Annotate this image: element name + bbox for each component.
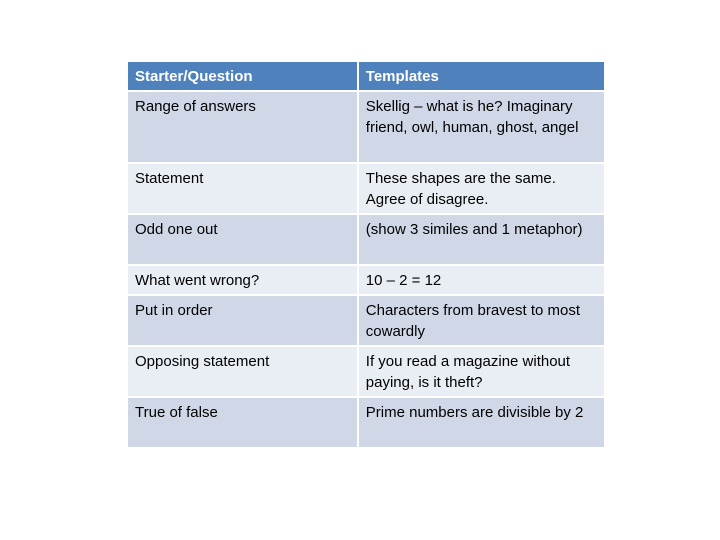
template-cell: Characters from bravest to most cowardly [358,295,605,346]
table-row [127,214,605,265]
template-cell: (show 3 similes and 1 metaphor) [358,214,605,265]
table-row [127,265,605,295]
table-header-row [127,61,605,91]
starter-templates-table [126,60,606,449]
table-row [127,91,605,163]
template-cell: These shapes are the same. Agree of disagree. [358,163,605,214]
starter-cell: Statement [127,163,358,214]
template-cell: If you read a magazine without paying, is it theft? [358,346,605,397]
starter-cell: True of false [127,397,358,448]
template-cell: 10 – 2 = 12 [358,265,605,295]
starter-cell: Opposing statement [127,346,358,397]
table-row [127,163,605,214]
table-row [127,346,605,397]
starter-cell: What went wrong? [127,265,358,295]
table-row [127,295,605,346]
template-cell: Prime numbers are divisible by 2 [358,397,605,448]
column-header-templates: Templates [358,61,605,91]
starter-cell: Put in order [127,295,358,346]
column-header-starter: Starter/Question [127,61,358,91]
template-cell: Skellig – what is he? Imaginary friend, owl, human, ghost, angel [358,91,605,163]
starter-cell: Range of answers [127,91,358,163]
table-row [127,397,605,448]
starter-cell: Odd one out [127,214,358,265]
